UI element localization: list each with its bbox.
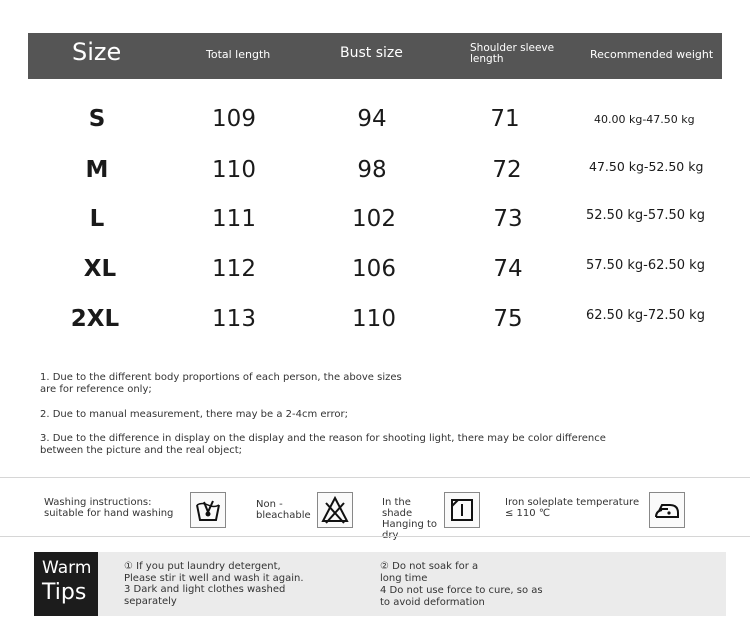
table-row: [0, 157, 750, 197]
no-bleach-icon: [317, 492, 353, 528]
bust-cell: 94: [357, 106, 387, 132]
bust-cell: 106: [352, 256, 396, 282]
iron-icon: [649, 492, 685, 528]
warm-tips-label: [34, 552, 98, 616]
tip-4: 4 Do not use force to cure, so as to avoid deformation: [380, 585, 543, 608]
non-bleach-label: Non -bleachable: [256, 499, 311, 521]
warm-tips-label-line1: Warm: [42, 558, 92, 578]
table-row: [0, 106, 750, 146]
weight-cell: 40.00 kg-47.50 kg: [594, 113, 695, 126]
size-cell: S: [88, 106, 106, 132]
iron-label: Iron soleplate temperature ≤ 110 ℃: [505, 497, 640, 519]
total-length-cell: 113: [212, 306, 256, 332]
size-cell: L: [89, 206, 105, 232]
weight-cell: 57.50 kg-62.50 kg: [586, 258, 705, 273]
table-row: [0, 206, 750, 246]
header-shoulder-sleeve-length: Shoulder sleeve length: [470, 42, 555, 65]
size-table-header: [28, 33, 722, 79]
bust-cell: 110: [352, 306, 396, 332]
tip-2: ② Do not soak for a long time: [380, 561, 479, 584]
tip-1: ① If you put laundry detergent, Please stir it well and wash it again.: [124, 561, 304, 584]
shoulder-cell: 72: [492, 157, 522, 183]
shoulder-cell: 71: [490, 106, 520, 132]
shoulder-cell: 75: [493, 306, 523, 332]
note-2: 2. Due to manual measurement, there may be a 2-4cm error;: [40, 409, 348, 420]
weight-cell: 47.50 kg-52.50 kg: [589, 159, 704, 174]
bust-cell: 102: [352, 206, 396, 232]
divider: [0, 536, 750, 537]
total-length-cell: 109: [212, 106, 256, 132]
total-length-cell: 110: [212, 157, 256, 183]
header-bust-size: Bust size: [340, 45, 403, 61]
drip-dry-shade-icon: [444, 492, 480, 528]
shade-dry-label: In the shade Hanging to: [382, 497, 438, 530]
table-row: [0, 306, 750, 346]
header-recommended-weight: Recommended weight: [590, 48, 714, 61]
warm-tips-label-line2: Tips: [42, 580, 87, 605]
header-total-length: Total length: [206, 48, 271, 61]
header-size: Size: [72, 38, 122, 66]
table-row: [0, 256, 750, 296]
total-length-cell: 111: [212, 206, 256, 232]
size-cell: XL: [83, 256, 117, 282]
hand-wash-label: Washing instructions: suitable for hand washing: [44, 497, 174, 519]
shoulder-cell: 74: [493, 256, 523, 282]
total-length-cell: 112: [212, 256, 256, 282]
divider: [0, 477, 750, 478]
shoulder-cell: 73: [493, 206, 523, 232]
note-3: 3. Due to the difference in display on the display and the reason for shooting light, there may be color difference between the picture and the real object;: [40, 433, 606, 456]
tip-3: 3 Dark and light clothes washed separately: [124, 584, 286, 607]
weight-cell: 62.50 kg-72.50 kg: [586, 308, 705, 323]
hand-wash-icon: [190, 492, 226, 528]
weight-cell: 52.50 kg-57.50 kg: [586, 208, 705, 223]
note-1: 1. Due to the different body proportions of each person, the above sizes are for reference only;: [40, 372, 402, 395]
bust-cell: 98: [357, 157, 387, 183]
size-cell: M: [85, 157, 109, 183]
size-cell: 2XL: [70, 306, 120, 332]
